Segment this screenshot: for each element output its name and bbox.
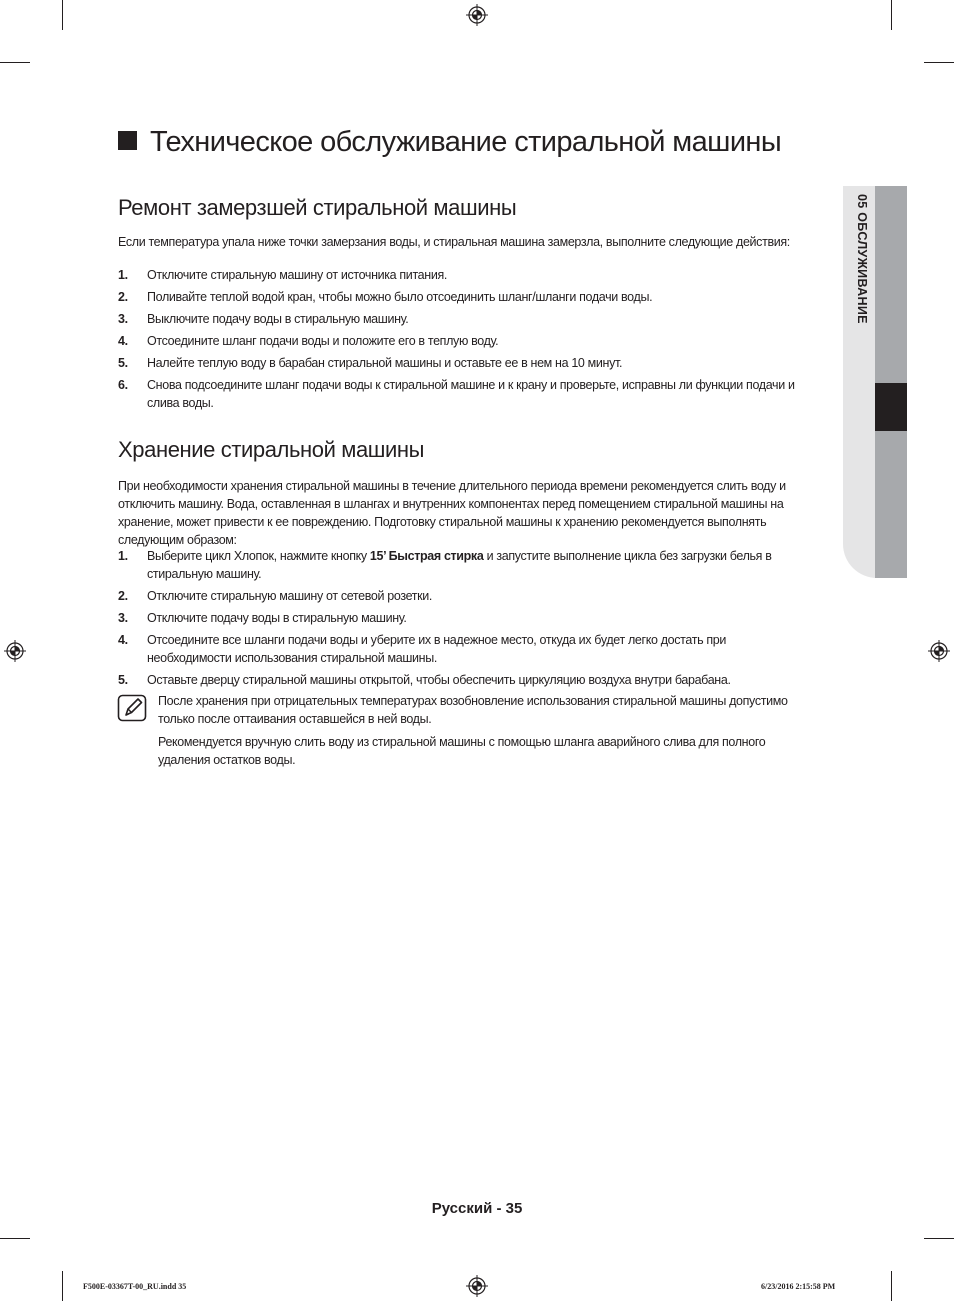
file-slug: F500E-03367T-00_RU.indd 35 [83,1282,187,1291]
chapter-tab-marker [875,383,907,431]
list-item [118,288,798,306]
step-number: 2. [118,589,128,603]
crop-mark [891,0,892,30]
crop-mark [924,1238,954,1239]
steps-list [118,266,798,412]
page-title-text: Техническое обслуживание стиральной машины [150,126,782,158]
step-number: 3. [118,312,128,326]
step-number: 4. [118,334,128,348]
title-square-icon [118,131,137,150]
list-item [118,332,798,350]
list-item [118,587,798,605]
chapter-tab-label: 05 ОБСЛУЖИВАНИЕ [855,194,869,324]
step-number: 5. [118,356,128,370]
crop-mark [0,1238,30,1239]
step-number: 5. [118,673,128,687]
step-text: и запустите выполнение цикла без загрузки белья в стиральную машину. [147,549,772,581]
step-text: Отключите стиральную машину от сетевой розетки. [147,589,433,603]
step-number: 2. [118,290,128,304]
note-pencil-icon [117,694,147,722]
registration-mark-icon [466,1275,488,1297]
list-item [118,376,798,412]
crop-mark [924,62,954,63]
section-heading-freeze-repair: Ремонт замерзшей стиральной машины [118,195,517,220]
step-text: Отсоедините шланг подачи воды и положите его в теплую воду. [147,334,499,348]
chapter-tab-strip [875,186,907,578]
section-intro: Если температура упала ниже точки замерзания воды, и стиральная машина замерзла, выполните следующие действия: [118,235,790,249]
page-number: Русский - 35 [431,1200,523,1217]
step-text: Поливайте теплой водой кран, чтобы можно было отсоединить шланг/шланги подачи воды. [147,290,653,304]
step-text: Выключите подачу воды в стиральную машину. [147,312,409,326]
step-text: Снова подсоедините шланг подачи воды к стиральной машине и к крану и проверьте, исправны ли функции подачи и слива воды. [147,378,795,410]
steps-list [118,547,798,689]
crop-mark [891,1271,892,1301]
step-number: 6. [118,378,128,392]
section-heading-storage: Хранение стиральной машины [118,437,425,462]
list-item [118,609,798,627]
registration-mark-icon [4,640,26,662]
quick-wash-button-label: 15’ Быстрая стирка [369,549,484,563]
step-text: Отсоедините все шланги подачи воды и уберите их в надежное место, откуда их будет легко достать при необходимости использования стиральной машины. [147,633,727,665]
registration-mark-icon [466,4,488,26]
step-number: 1. [118,268,128,282]
list-item [118,631,798,667]
note-text: После хранения при отрицательных температурах возобновление использования стиральной машины допустимо только после оттаивания оставшейся в ней воды. [158,694,788,726]
step-text: Налейте теплую воду в барабан стиральной машины и оставьте ее в нем на 10 минут. [147,356,623,370]
step-number: 1. [118,549,128,563]
page-title [118,126,781,159]
step-text: Оставьте дверцу стиральной машины открытой, чтобы обеспечить циркуляцию воздуха внутри барабана. [147,673,731,687]
section-intro: При необходимости хранения стиральной машины в течение длительного периода времени рекомендуется слить воду и отключить машину. Вода, оставленная в шлангах и внутренних компонентах перед помещением стиральной машины на хранение, может привести к ее повреждению. Подготовку стиральной машины к хранению рекомендуется выполнять следующим образом: [118,479,786,547]
step-number: 3. [118,611,128,625]
registration-mark-icon [928,640,950,662]
list-item [118,547,798,583]
print-datetime: 6/23/2016 2:15:58 PM [761,1282,836,1291]
crop-mark [0,62,30,63]
list-item [118,354,798,372]
list-item [118,310,798,328]
list-item [118,266,798,284]
step-text: Выберите цикл Хлопок, нажмите кнопку [147,549,370,563]
crop-mark [62,1271,63,1301]
note-text: Рекомендуется вручную слить воду из стиральной машины с помощью шланга аварийного слива для полного удаления остатков воды. [158,735,766,767]
crop-mark [62,0,63,30]
step-text: Отключите стиральную машину от источника питания. [147,268,448,282]
step-text: Отключите подачу воды в стиральную машину. [147,611,407,625]
list-item [118,671,798,689]
step-number: 4. [118,633,128,647]
